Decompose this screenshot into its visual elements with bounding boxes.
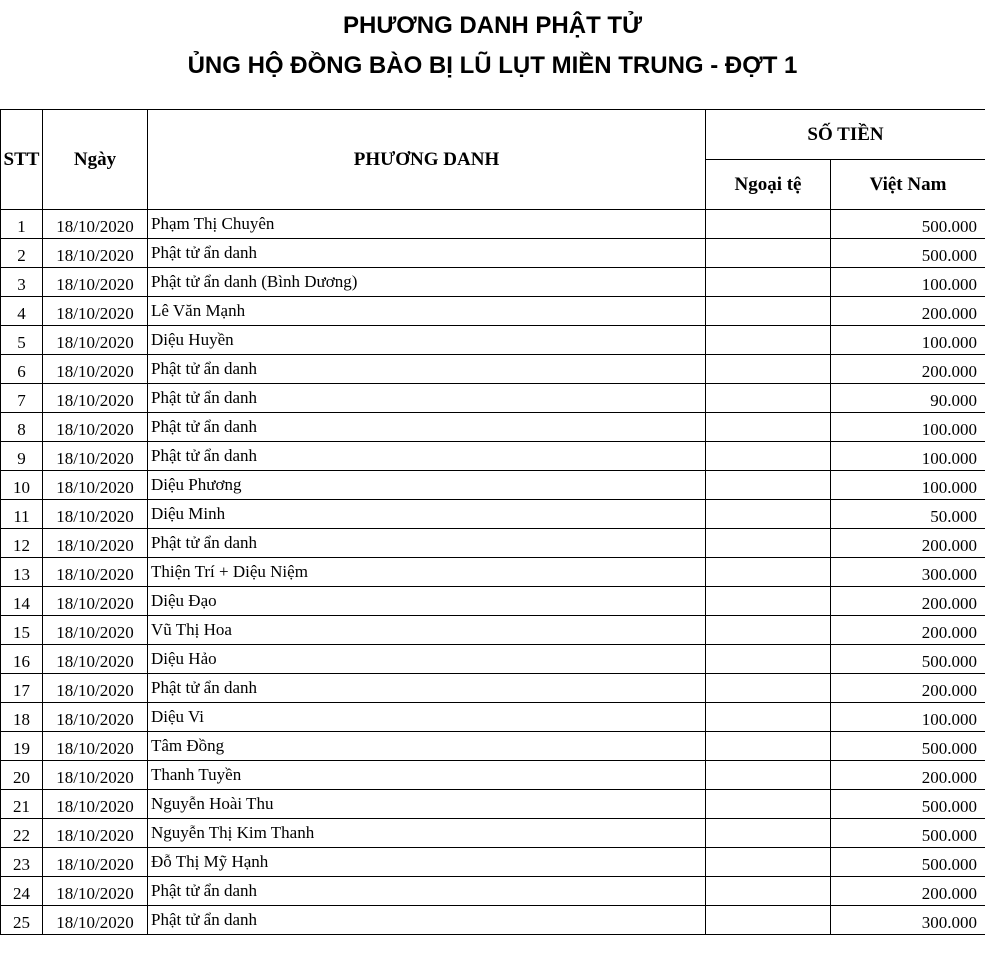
cell-stt: 2 xyxy=(1,239,43,268)
table-row xyxy=(1,413,985,442)
header-foreign-currency: Ngoại tệ xyxy=(706,160,831,210)
cell-foreign-currency xyxy=(706,819,831,848)
cell-stt: 24 xyxy=(1,877,43,906)
cell-name: Phạm Thị Chuyên xyxy=(148,210,706,239)
header-date: Ngày xyxy=(43,110,148,210)
cell-foreign-currency xyxy=(706,703,831,732)
cell-foreign-currency xyxy=(706,326,831,355)
table-row xyxy=(1,529,985,558)
cell-vnd: 500.000 xyxy=(831,210,985,239)
table-row xyxy=(1,877,985,906)
cell-stt: 21 xyxy=(1,790,43,819)
cell-name: Tâm Đồng xyxy=(148,732,706,761)
cell-foreign-currency xyxy=(706,906,831,935)
cell-vnd: 100.000 xyxy=(831,268,985,297)
cell-stt: 18 xyxy=(1,703,43,732)
table-row xyxy=(1,355,985,384)
cell-date: 18/10/2020 xyxy=(43,500,148,529)
cell-vnd: 100.000 xyxy=(831,326,985,355)
cell-name: Thiện Trí + Diệu Niệm xyxy=(148,558,706,587)
table-row xyxy=(1,790,985,819)
cell-date: 18/10/2020 xyxy=(43,413,148,442)
cell-name: Phật tử ẩn danh xyxy=(148,413,706,442)
table-row xyxy=(1,674,985,703)
cell-vnd: 300.000 xyxy=(831,906,985,935)
table-row xyxy=(1,616,985,645)
cell-name: Phật tử ẩn danh xyxy=(148,877,706,906)
cell-vnd: 100.000 xyxy=(831,471,985,500)
table-row xyxy=(1,297,985,326)
cell-stt: 3 xyxy=(1,268,43,297)
cell-foreign-currency xyxy=(706,268,831,297)
cell-name: Đỗ Thị Mỹ Hạnh xyxy=(148,848,706,877)
cell-stt: 4 xyxy=(1,297,43,326)
cell-name: Diệu Phương xyxy=(148,471,706,500)
cell-stt: 15 xyxy=(1,616,43,645)
cell-date: 18/10/2020 xyxy=(43,239,148,268)
cell-vnd: 200.000 xyxy=(831,616,985,645)
cell-foreign-currency xyxy=(706,761,831,790)
donation-table xyxy=(0,109,985,935)
cell-date: 18/10/2020 xyxy=(43,819,148,848)
cell-vnd: 500.000 xyxy=(831,239,985,268)
cell-date: 18/10/2020 xyxy=(43,703,148,732)
table-row xyxy=(1,268,985,297)
cell-name: Nguyễn Thị Kim Thanh xyxy=(148,819,706,848)
table-row xyxy=(1,239,985,268)
cell-name: Diệu Vi xyxy=(148,703,706,732)
cell-date: 18/10/2020 xyxy=(43,442,148,471)
cell-foreign-currency xyxy=(706,442,831,471)
cell-vnd: 200.000 xyxy=(831,587,985,616)
table-row xyxy=(1,703,985,732)
cell-stt: 12 xyxy=(1,529,43,558)
cell-date: 18/10/2020 xyxy=(43,268,148,297)
cell-date: 18/10/2020 xyxy=(43,906,148,935)
cell-name: Phật tử ẩn danh xyxy=(148,906,706,935)
table-row xyxy=(1,442,985,471)
cell-stt: 14 xyxy=(1,587,43,616)
cell-stt: 16 xyxy=(1,645,43,674)
cell-name: Phật tử ẩn danh xyxy=(148,529,706,558)
cell-name: Phật tử ẩn danh xyxy=(148,442,706,471)
cell-stt: 22 xyxy=(1,819,43,848)
table-row xyxy=(1,761,985,790)
cell-foreign-currency xyxy=(706,529,831,558)
cell-stt: 6 xyxy=(1,355,43,384)
cell-vnd: 200.000 xyxy=(831,877,985,906)
cell-stt: 7 xyxy=(1,384,43,413)
cell-date: 18/10/2020 xyxy=(43,761,148,790)
table-row xyxy=(1,558,985,587)
header-stt: STT xyxy=(1,110,43,210)
cell-foreign-currency xyxy=(706,645,831,674)
cell-vnd: 200.000 xyxy=(831,355,985,384)
cell-foreign-currency xyxy=(706,471,831,500)
cell-foreign-currency xyxy=(706,732,831,761)
cell-date: 18/10/2020 xyxy=(43,587,148,616)
cell-vnd: 200.000 xyxy=(831,297,985,326)
cell-date: 18/10/2020 xyxy=(43,384,148,413)
cell-vnd: 100.000 xyxy=(831,442,985,471)
cell-date: 18/10/2020 xyxy=(43,471,148,500)
cell-stt: 11 xyxy=(1,500,43,529)
table-row xyxy=(1,471,985,500)
cell-date: 18/10/2020 xyxy=(43,529,148,558)
table-row xyxy=(1,906,985,935)
cell-name: Phật tử ẩn danh xyxy=(148,355,706,384)
cell-stt: 1 xyxy=(1,210,43,239)
cell-date: 18/10/2020 xyxy=(43,558,148,587)
cell-vnd: 100.000 xyxy=(831,413,985,442)
cell-date: 18/10/2020 xyxy=(43,848,148,877)
cell-name: Phật tử ẩn danh xyxy=(148,384,706,413)
cell-foreign-currency xyxy=(706,616,831,645)
cell-name: Phật tử ẩn danh xyxy=(148,674,706,703)
table-row xyxy=(1,326,985,355)
cell-date: 18/10/2020 xyxy=(43,326,148,355)
cell-foreign-currency xyxy=(706,210,831,239)
cell-date: 18/10/2020 xyxy=(43,877,148,906)
cell-vnd: 500.000 xyxy=(831,645,985,674)
cell-foreign-currency xyxy=(706,558,831,587)
cell-date: 18/10/2020 xyxy=(43,732,148,761)
header-vnd: Việt Nam xyxy=(831,160,985,210)
cell-vnd: 300.000 xyxy=(831,558,985,587)
cell-foreign-currency xyxy=(706,384,831,413)
cell-date: 18/10/2020 xyxy=(43,674,148,703)
cell-date: 18/10/2020 xyxy=(43,790,148,819)
table-row xyxy=(1,732,985,761)
cell-vnd: 200.000 xyxy=(831,529,985,558)
cell-foreign-currency xyxy=(706,587,831,616)
cell-vnd: 200.000 xyxy=(831,674,985,703)
cell-foreign-currency xyxy=(706,413,831,442)
cell-vnd: 500.000 xyxy=(831,819,985,848)
cell-stt: 23 xyxy=(1,848,43,877)
cell-date: 18/10/2020 xyxy=(43,297,148,326)
cell-name: Diệu Minh xyxy=(148,500,706,529)
cell-vnd: 500.000 xyxy=(831,732,985,761)
cell-stt: 20 xyxy=(1,761,43,790)
cell-stt: 17 xyxy=(1,674,43,703)
cell-foreign-currency xyxy=(706,500,831,529)
cell-name: Lê Văn Mạnh xyxy=(148,297,706,326)
header-amount: SỐ TIỀN xyxy=(706,110,985,160)
cell-name: Diệu Hảo xyxy=(148,645,706,674)
cell-vnd: 90.000 xyxy=(831,384,985,413)
cell-foreign-currency xyxy=(706,239,831,268)
table-body xyxy=(1,210,985,935)
cell-name: Phật tử ẩn danh xyxy=(148,239,706,268)
cell-date: 18/10/2020 xyxy=(43,210,148,239)
cell-vnd: 100.000 xyxy=(831,703,985,732)
cell-name: Thanh Tuyền xyxy=(148,761,706,790)
cell-vnd: 200.000 xyxy=(831,761,985,790)
cell-vnd: 500.000 xyxy=(831,848,985,877)
cell-stt: 9 xyxy=(1,442,43,471)
cell-vnd: 500.000 xyxy=(831,790,985,819)
document-title: PHƯƠNG DANH PHẬT TỬ xyxy=(343,12,642,39)
document-subtitle: ỦNG HỘ ĐỒNG BÀO BỊ LŨ LỤT MIỀN TRUNG - ĐỢT 1 xyxy=(187,52,798,79)
cell-foreign-currency xyxy=(706,355,831,384)
cell-date: 18/10/2020 xyxy=(43,616,148,645)
cell-stt: 8 xyxy=(1,413,43,442)
table-row xyxy=(1,384,985,413)
table-row xyxy=(1,645,985,674)
cell-date: 18/10/2020 xyxy=(43,645,148,674)
cell-name: Diệu Huyền xyxy=(148,326,706,355)
cell-foreign-currency xyxy=(706,848,831,877)
table-row xyxy=(1,848,985,877)
cell-foreign-currency xyxy=(706,790,831,819)
cell-foreign-currency xyxy=(706,674,831,703)
cell-vnd: 50.000 xyxy=(831,500,985,529)
cell-name: Phật tử ẩn danh (Bình Dương) xyxy=(148,268,706,297)
cell-foreign-currency xyxy=(706,297,831,326)
table-row xyxy=(1,587,985,616)
cell-date: 18/10/2020 xyxy=(43,355,148,384)
cell-stt: 13 xyxy=(1,558,43,587)
cell-foreign-currency xyxy=(706,877,831,906)
cell-stt: 5 xyxy=(1,326,43,355)
table-row xyxy=(1,819,985,848)
cell-name: Nguyễn Hoài Thu xyxy=(148,790,706,819)
table-row xyxy=(1,500,985,529)
cell-name: Diệu Đạo xyxy=(148,587,706,616)
cell-stt: 25 xyxy=(1,906,43,935)
cell-stt: 19 xyxy=(1,732,43,761)
cell-stt: 10 xyxy=(1,471,43,500)
table-row xyxy=(1,210,985,239)
header-name: PHƯƠNG DANH xyxy=(148,110,706,210)
cell-name: Vũ Thị Hoa xyxy=(148,616,706,645)
